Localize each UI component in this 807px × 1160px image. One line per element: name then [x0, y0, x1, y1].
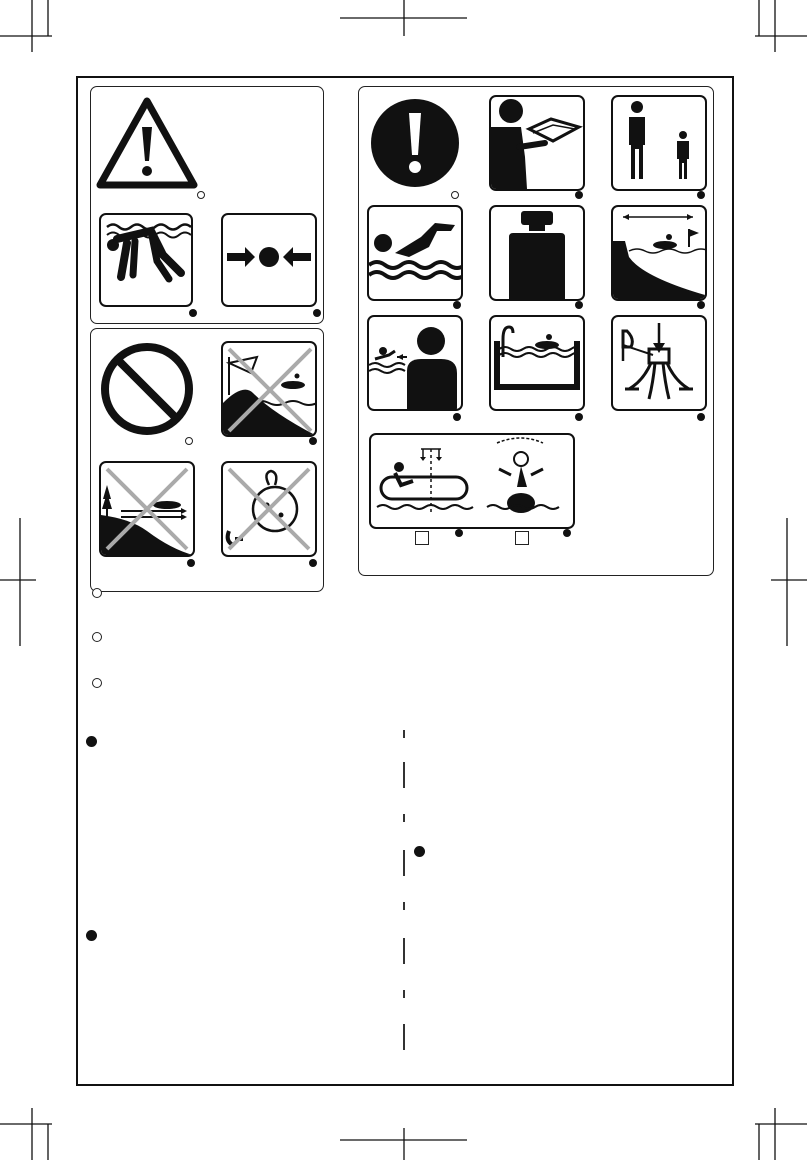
label-marker	[451, 191, 459, 199]
column-divider	[403, 850, 405, 876]
label-marker	[309, 437, 317, 445]
label-marker	[697, 191, 705, 199]
label-marker	[455, 529, 463, 537]
weight-tile	[489, 205, 585, 301]
pool-tile	[489, 315, 585, 411]
pressure-tile	[221, 213, 317, 307]
bullet-ring-2	[92, 632, 102, 642]
read-manual-tile	[489, 95, 585, 191]
offshore-wind-tile	[221, 341, 317, 437]
pool-icon	[491, 317, 583, 409]
label-marker	[185, 437, 193, 445]
offshore-wind-icon	[223, 343, 315, 435]
label-marker	[575, 413, 583, 421]
label-marker	[309, 559, 317, 567]
warning-panel	[90, 86, 324, 324]
capacity-tile	[369, 433, 575, 529]
label-marker	[453, 301, 461, 309]
section-bullet-1	[86, 736, 97, 747]
bullet-ring-3	[92, 678, 102, 688]
currents-tile	[99, 461, 195, 557]
section-bullet-3	[414, 846, 425, 857]
prohibition-icon	[99, 341, 195, 437]
column-divider	[403, 814, 405, 822]
anchor-icon	[613, 317, 705, 409]
label-marker	[697, 413, 705, 421]
warning-triangle-icon	[94, 95, 200, 191]
column-divider	[403, 990, 405, 998]
pressure-icon	[223, 215, 315, 305]
label-marker	[575, 191, 583, 199]
supervision-icon	[369, 317, 461, 409]
inflation-tile	[221, 461, 317, 557]
label-marker	[563, 529, 571, 537]
label-marker	[189, 309, 197, 317]
label-marker	[187, 559, 195, 567]
mandatory-icon	[369, 97, 461, 189]
label-marker	[197, 191, 205, 199]
distance-shore-icon	[613, 207, 705, 299]
adult-child-tile	[611, 95, 707, 191]
mandatory-panel	[358, 86, 714, 576]
currents-icon	[101, 463, 193, 555]
checkbox-marker	[415, 531, 429, 545]
inflation-overpressure-icon	[223, 463, 315, 555]
checkbox-marker	[515, 531, 529, 545]
read-manual-icon	[491, 97, 583, 189]
section-bullet-2	[86, 930, 97, 941]
label-marker	[697, 301, 705, 309]
column-divider	[403, 938, 405, 964]
column-divider	[403, 1024, 405, 1050]
supervision-tile	[367, 315, 463, 411]
diving-prohibited-tile	[99, 213, 193, 307]
label-marker	[575, 301, 583, 309]
column-divider	[403, 730, 405, 738]
capacity-icon	[371, 435, 573, 527]
column-divider	[403, 762, 405, 788]
prohibition-panel	[90, 328, 324, 592]
column-divider	[403, 902, 405, 910]
swimmer-icon	[369, 207, 461, 299]
swimmer-tile	[367, 205, 463, 301]
weight-icon	[491, 207, 583, 299]
adult-child-icon	[613, 97, 705, 189]
diving-prohibited-icon	[101, 215, 191, 305]
label-marker	[453, 413, 461, 421]
distance-shore-tile	[611, 205, 707, 301]
anchor-tile	[611, 315, 707, 411]
bullet-ring-1	[92, 588, 102, 598]
label-marker	[313, 309, 321, 317]
